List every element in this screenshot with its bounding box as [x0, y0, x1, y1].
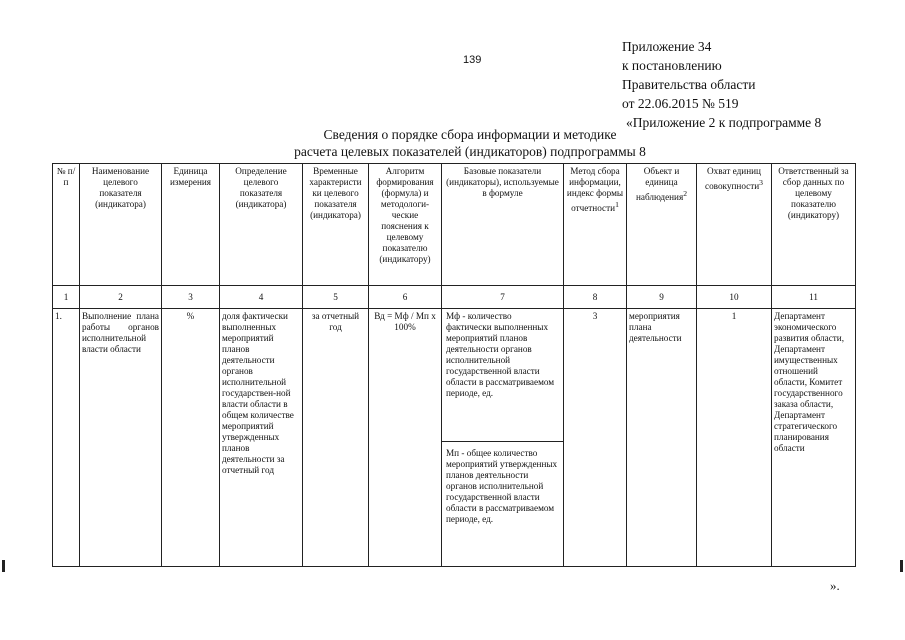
header-cell — [564, 164, 627, 286]
column-number: 3 — [162, 286, 220, 309]
column-number: 9 — [627, 286, 697, 309]
page-number: 139 — [463, 54, 482, 66]
title-line: Сведения о порядке сбора информации и методике — [323, 127, 617, 142]
base-indicator-planned: Мп - общее количество мероприятий утвержденных планов деятельности органов исполнительной государственной власти области в рассматриваемом периоде, ед. — [446, 448, 558, 524]
observation-object: мероприятия плана деятельности — [627, 309, 697, 567]
appendix-line: «Приложение 2 к подпрограмме 8 — [626, 115, 822, 130]
appendix-line: Приложение 34 — [622, 39, 712, 54]
header-cell: Базовые показатели (индикаторы), используемые в формуле — [442, 164, 564, 286]
header-cell: № п/п — [53, 164, 80, 286]
coverage: 1 — [697, 309, 772, 567]
indicator-name: Выполнение плана работы органов исполнительной власти области — [80, 309, 162, 567]
collection-method: 3 — [564, 309, 627, 567]
indicator-unit: % — [162, 309, 220, 567]
column-number: 2 — [80, 286, 162, 309]
indicators-table — [52, 163, 856, 567]
header-cell: Алгоритм формирования (формула) и методологи-ческие пояснения к целевому показателю (индикатору) — [369, 164, 442, 286]
header-cell: Временные характеристи ки целевого показателя (индикатора) — [303, 164, 369, 286]
column-number: 10 — [697, 286, 772, 309]
column-number: 4 — [220, 286, 303, 309]
scan-edge-mark — [2, 560, 5, 572]
title-line: расчета целевых показателей (индикаторов) подпрограммы 8 — [294, 144, 646, 159]
responsible: Департамент экономического развития области, Департамент имущественных отношений области, Комитет государственного заказа области, Департамент стратегического планирования области — [772, 309, 856, 567]
footnote-mark: 1 — [615, 200, 619, 209]
formula: Вд = Мф / Мп х 100% — [369, 309, 442, 567]
base-indicators — [442, 309, 564, 567]
column-number: 8 — [564, 286, 627, 309]
header-text: Метод сбора информации, индекс формы отчетности — [566, 166, 624, 214]
header-text: Охват единиц совокупности — [705, 166, 761, 192]
column-number: 6 — [369, 286, 442, 309]
table-row — [53, 309, 856, 567]
footnote-mark: 3 — [759, 178, 763, 187]
column-number: 7 — [442, 286, 564, 309]
header-cell: Единица измерения — [162, 164, 220, 286]
row-number: 1. — [53, 309, 80, 567]
column-number-row — [53, 286, 856, 309]
closing-quote: ». — [830, 578, 840, 593]
document-title — [270, 126, 670, 160]
indicator-definition: доля фактически выполненных мероприятий планов деятельности органов исполнительной государствен-ной власти области в общем количестве мероприятий утвержденных планов деятельности за отчетный год — [220, 309, 303, 567]
appendix-line: к постановлению — [622, 58, 722, 73]
header-cell — [627, 164, 697, 286]
header-cell: Определение целевого показателя (индикатора) — [220, 164, 303, 286]
column-number: 5 — [303, 286, 369, 309]
header-text: Объект и единица наблюдения — [635, 166, 684, 203]
header-row — [53, 164, 856, 286]
column-number: 11 — [772, 286, 856, 309]
appendix-line: от 22.06.2015 № 519 — [622, 96, 739, 111]
header-cell: Ответственный за сбор данных по целевому показателю (индикатору) — [772, 164, 856, 286]
appendix-block — [622, 37, 821, 132]
footnote-mark: 2 — [683, 189, 688, 198]
column-number: 1 — [53, 286, 80, 309]
header-cell: Наименование целевого показателя (индикатора) — [80, 164, 162, 286]
appendix-line: Правительства области — [622, 77, 756, 92]
header-cell — [697, 164, 772, 286]
scan-edge-mark — [900, 560, 903, 572]
base-indicator-actual: Мф - количество фактически выполненных мероприятий планов деятельности органов исполнительной государственной власти области в рассматриваемом периоде, ед. — [442, 309, 563, 442]
time-characteristic: за отчетный год — [303, 309, 369, 567]
